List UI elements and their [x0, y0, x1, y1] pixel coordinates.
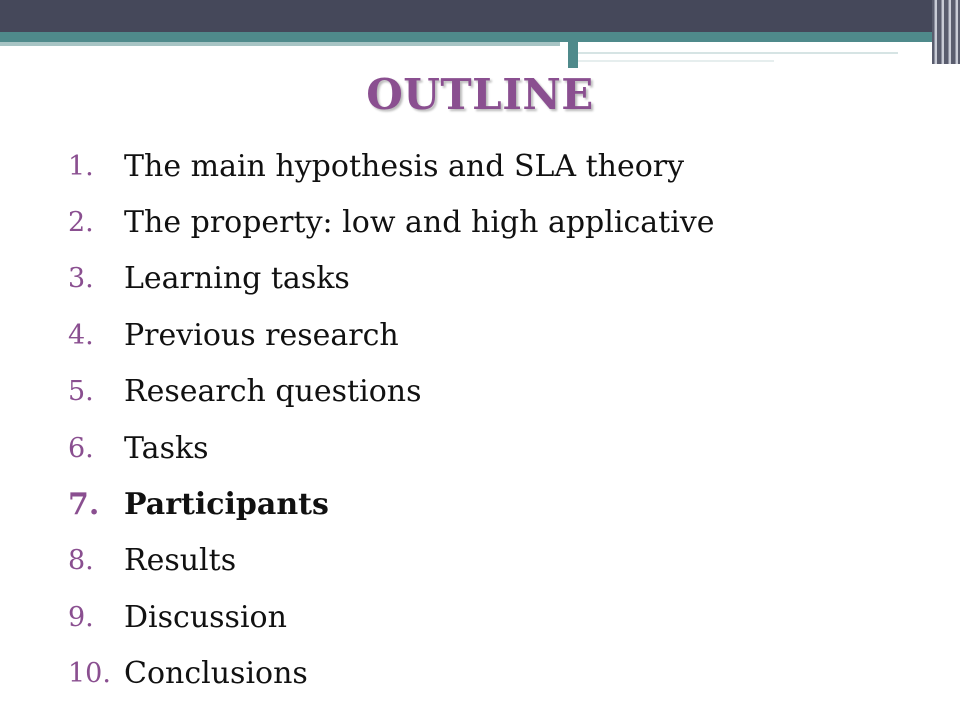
outline-item	[68, 138, 928, 194]
header-white-line	[568, 42, 890, 46]
outline-item	[68, 194, 928, 250]
outline-item-number: 6.	[68, 432, 94, 464]
outline-item-label: Previous research	[124, 317, 399, 353]
outline-item-number: 2.	[68, 207, 94, 239]
outline-item	[68, 533, 928, 589]
outline-item-number: 4.	[68, 319, 94, 351]
outline-item-label: Research questions	[124, 374, 422, 410]
outline-item-label: Results	[124, 543, 237, 579]
header-teal-band-light	[0, 42, 560, 46]
outline-item-label: Participants	[124, 487, 329, 523]
outline-item-number: 8.	[68, 545, 94, 577]
outline-item-number: 5.	[68, 376, 94, 408]
outline-item-number: 10.	[68, 658, 111, 690]
outline-item	[68, 589, 928, 645]
outline-list	[68, 138, 928, 702]
outline-item	[68, 364, 928, 420]
outline-item-label: Tasks	[124, 430, 209, 466]
outline-item	[68, 307, 928, 363]
header-teal-band	[0, 32, 960, 42]
outline-item-label: The property: low and high applicative	[124, 205, 715, 241]
outline-item-number: 3.	[68, 263, 94, 295]
outline-item-label: The main hypothesis and SLA theory	[124, 148, 685, 184]
header-accent-bar	[568, 42, 578, 68]
slide-title: OUTLINE	[366, 70, 594, 119]
outline-item-current	[68, 476, 928, 532]
outline-item	[68, 251, 928, 307]
outline-item	[68, 646, 928, 702]
outline-item-number: 9.	[68, 601, 94, 633]
header-underline-secondary	[578, 60, 774, 62]
header-dark-bar	[0, 0, 960, 32]
outline-item	[68, 420, 928, 476]
header-stripes	[932, 0, 960, 64]
outline-item-label: Discussion	[124, 599, 287, 635]
outline-item-label: Conclusions	[124, 656, 308, 692]
outline-item-label: Learning tasks	[124, 261, 350, 297]
header-underline	[578, 52, 898, 54]
outline-item-number: 7.	[68, 487, 100, 523]
outline-item-number: 1.	[68, 150, 94, 182]
